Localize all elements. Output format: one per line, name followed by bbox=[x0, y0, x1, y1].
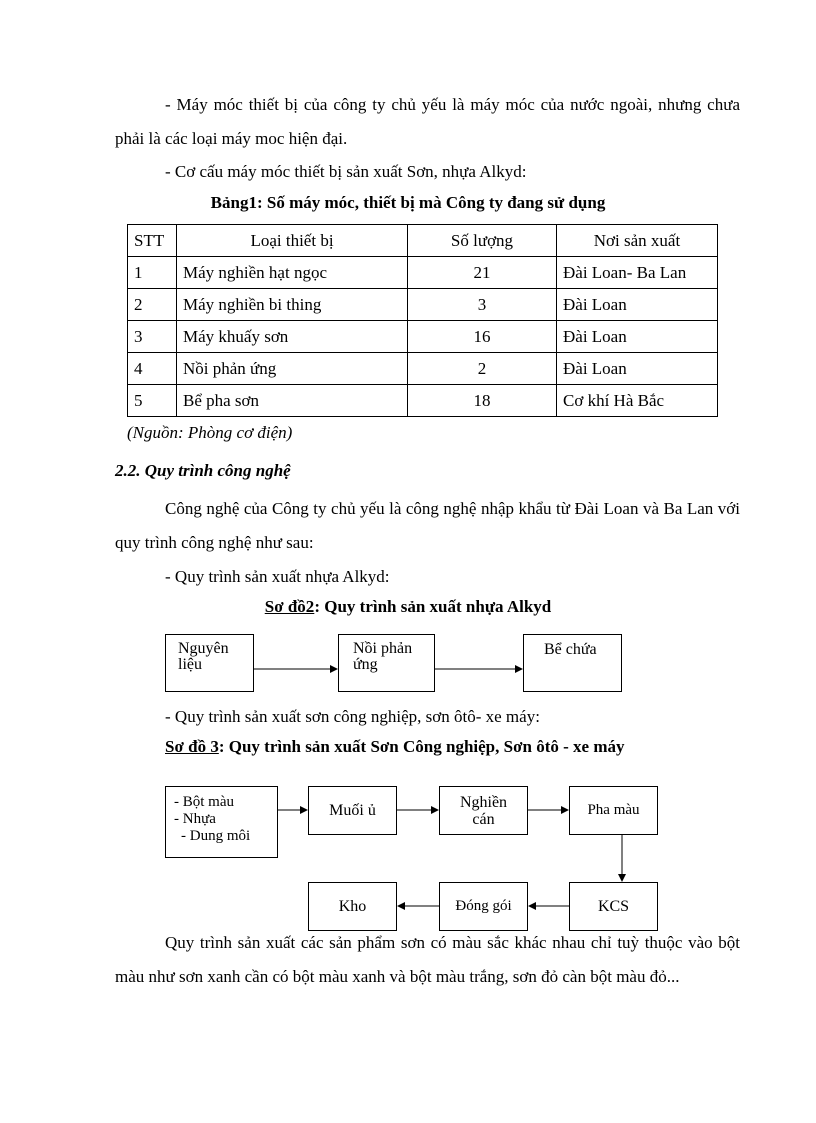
cell-equipment: Nồi phản ứng bbox=[177, 353, 408, 385]
diagram3-title-rest: : Quy trình sản xuất Sơn Công nghiệp, Sơn ôtô - xe máy bbox=[218, 737, 625, 756]
box-grinding-label: Nghiền cán bbox=[459, 793, 508, 828]
input-solvent: - Dung môi bbox=[181, 828, 251, 844]
header-equipment-type: Loại thiết bị bbox=[177, 225, 408, 257]
cell-stt: 3 bbox=[128, 321, 177, 353]
header-origin: Nơi sản xuất bbox=[557, 225, 718, 257]
cell-origin: Đài Loan- Ba Lan bbox=[557, 257, 718, 289]
cell-stt: 4 bbox=[128, 353, 177, 385]
box-incubation-label: Muối ủ bbox=[329, 802, 376, 819]
cell-quantity: 21 bbox=[408, 257, 557, 289]
cell-quantity: 2 bbox=[408, 353, 557, 385]
cell-equipment: Máy nghiền bi thing bbox=[177, 289, 408, 321]
table-source: (Nguồn: Phòng cơ điện) bbox=[127, 423, 293, 442]
box-packaging-label: Đóng gói bbox=[455, 898, 512, 914]
box-reactor-label: Nồi phản ứng bbox=[353, 640, 413, 673]
box-storage-tank-label: Bể chứa bbox=[544, 641, 597, 658]
intro-paragraph-1: - Máy móc thiết bị của công ty chủ yếu là máy móc của nước ngoài, nhưng chưa phải là các loại máy moc hiện đại. bbox=[115, 95, 740, 148]
cell-quantity: 18 bbox=[408, 385, 557, 417]
box-raw-material-label: Nguyên liệu bbox=[178, 640, 229, 673]
line-industrial-paint: - Quy trình sản xuất sơn công nghiệp, sơn ôtô- xe máy: bbox=[165, 707, 540, 726]
section-bullet: - Quy trình sản xuất nhựa Alkyd: bbox=[165, 567, 390, 586]
cell-origin: Đài Loan bbox=[557, 321, 718, 353]
box-warehouse-label: Kho bbox=[338, 898, 367, 915]
section-heading: 2.2. Quy trình công nghệ bbox=[115, 461, 291, 480]
cell-equipment: Máy nghiền hạt ngọc bbox=[177, 257, 408, 289]
box-color-mixing-label: Pha màu bbox=[587, 802, 640, 818]
cell-origin: Đài Loan bbox=[557, 289, 718, 321]
cell-equipment: Bể pha sơn bbox=[177, 385, 408, 417]
diagram2-title-prefix: Sơ đồ2 bbox=[264, 597, 315, 616]
input-pigment: - Bột màu bbox=[174, 794, 234, 810]
header-stt: STT bbox=[128, 225, 177, 257]
diagram2-title-rest: : Quy trình sản xuất nhựa Alkyd bbox=[314, 597, 552, 616]
intro-paragraph-2: - Cơ cấu máy móc thiết bị sản xuất Sơn, nhựa Alkyd: bbox=[165, 162, 527, 181]
cell-stt: 5 bbox=[128, 385, 177, 417]
cell-origin: Đài Loan bbox=[557, 353, 718, 385]
cell-quantity: 16 bbox=[408, 321, 557, 353]
closing-paragraph: Quy trình sản xuất các sản phẩm sơn có màu sắc khác nhau chỉ tuỳ thuộc vào bột màu như sơn xanh cần có bột màu xanh và bột màu trắng, sơn đỏ càn bột màu đỏ... bbox=[115, 933, 740, 986]
section-paragraph: Công nghệ của Công ty chủ yếu là công nghệ nhập khẩu từ Đài Loan và Ba Lan với quy trình công nghệ như sau: bbox=[115, 499, 740, 552]
cell-stt: 2 bbox=[128, 289, 177, 321]
input-resin: - Nhựa bbox=[174, 811, 216, 827]
cell-equipment: Máy khuấy sơn bbox=[177, 321, 408, 353]
cell-quantity: 3 bbox=[408, 289, 557, 321]
cell-stt: 1 bbox=[128, 257, 177, 289]
diagram3-title-prefix: Sơ đồ 3 bbox=[165, 737, 219, 756]
table-caption: Bảng1: Số máy móc, thiết bị mà Công ty đang sử dụng bbox=[210, 193, 606, 212]
cell-origin: Cơ khí Hà Bắc bbox=[557, 385, 718, 417]
header-quantity: Số lượng bbox=[408, 225, 557, 257]
box-kcs-label: KCS bbox=[597, 898, 630, 915]
